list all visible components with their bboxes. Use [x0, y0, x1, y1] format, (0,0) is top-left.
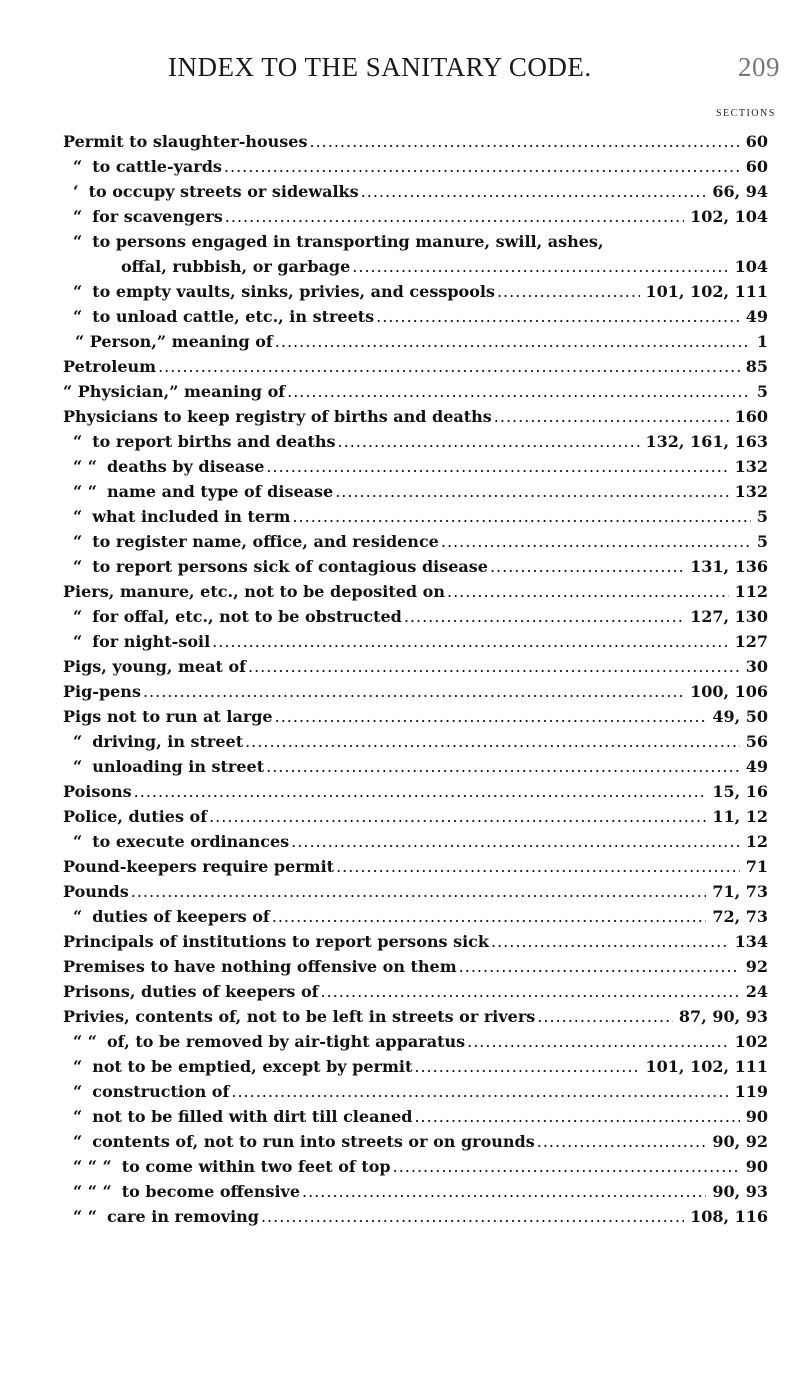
- entry-heading: [121, 254, 731, 279]
- ditto-mark: “ “: [73, 457, 97, 476]
- index-entry: [0, 1129, 801, 1154]
- dot-leader: [459, 954, 740, 979]
- section-references: 60: [745, 132, 768, 151]
- section-references: 15, 16: [712, 782, 768, 801]
- entry-text: to report persons sick of contagious disease: [92, 557, 488, 576]
- dot-leader: [321, 979, 740, 1004]
- entry-heading: [63, 679, 686, 704]
- section-references: 11, 12: [712, 807, 768, 826]
- ditto-mark: “ “ “: [73, 1182, 112, 1201]
- entry-text: to come within two feet of top: [121, 1157, 391, 1176]
- dot-leader: [158, 354, 740, 379]
- index-entry: [0, 954, 801, 979]
- entry-heading: [73, 504, 753, 529]
- index-entry: [0, 979, 801, 1004]
- entry-heading: [63, 704, 708, 729]
- section-references: 71: [745, 857, 768, 876]
- index-entry: [0, 154, 801, 179]
- dot-leader: [338, 429, 640, 454]
- entry-heading: [63, 929, 731, 954]
- index-entry: [0, 304, 801, 329]
- section-references: 49, 50: [712, 707, 768, 726]
- entry-heading: [73, 529, 753, 554]
- entry-text: driving, in street: [92, 732, 244, 751]
- index-entry: [0, 279, 801, 304]
- entry-text: Permit to slaughter-houses: [63, 132, 308, 151]
- section-references: 66, 94: [712, 182, 768, 201]
- ditto-mark: “: [73, 157, 83, 176]
- entry-heading: [73, 279, 642, 304]
- entry-heading: [73, 1154, 742, 1179]
- index-entry: [0, 1204, 801, 1229]
- entry-text: Petroleum: [63, 357, 157, 376]
- entry-text: offal, rubbish, or garbage: [121, 257, 351, 276]
- entry-text: Prisons, duties of keepers of: [63, 982, 319, 1001]
- section-references: 49: [745, 757, 768, 776]
- index-entry: [0, 1029, 801, 1054]
- ditto-mark: “: [73, 832, 83, 851]
- index-entry: [0, 829, 801, 854]
- entry-text: “ Person,” meaning of: [75, 332, 273, 351]
- index-entry: [0, 479, 801, 504]
- entry-text: Piers, manure, etc., not to be deposited on: [63, 582, 445, 601]
- index-entry: [0, 229, 801, 254]
- dot-leader: [287, 379, 751, 404]
- index-entry: [0, 204, 801, 229]
- section-references: 1: [756, 332, 768, 351]
- section-references: 112: [734, 582, 768, 601]
- section-references: 90: [745, 1107, 768, 1126]
- entry-heading: [63, 779, 708, 804]
- section-references: 90: [745, 1157, 768, 1176]
- section-references: 119: [734, 1082, 768, 1101]
- ditto-mark: “: [73, 507, 83, 526]
- page-number: 209: [738, 52, 780, 82]
- dot-leader: [261, 1204, 684, 1229]
- ditto-mark: “: [73, 607, 83, 626]
- dot-leader: [302, 1179, 706, 1204]
- entry-heading: [73, 429, 642, 454]
- entry-heading: [73, 604, 686, 629]
- section-references: 132, 161, 163: [645, 432, 768, 451]
- section-references: 85: [745, 357, 768, 376]
- entry-text: to execute ordinances: [92, 832, 290, 851]
- entry-heading: [63, 579, 731, 604]
- section-references: 5: [756, 507, 768, 526]
- dot-leader: [414, 1104, 739, 1129]
- section-references: 102, 104: [690, 207, 768, 226]
- ditto-mark: “: [73, 307, 83, 326]
- section-references: 30: [745, 657, 768, 676]
- section-references: 49: [745, 307, 768, 326]
- dot-leader: [537, 1004, 673, 1029]
- index-entry: [0, 904, 801, 929]
- entry-text: unloading in street: [92, 757, 265, 776]
- section-references: 90, 93: [712, 1182, 768, 1201]
- entry-heading: [73, 304, 742, 329]
- entry-text: Physicians to keep registry of births and deaths: [63, 407, 492, 426]
- index-entry: [0, 1104, 801, 1129]
- dot-leader: [266, 454, 728, 479]
- entry-text: Premises to have nothing offensive on them: [63, 957, 457, 976]
- ditto-mark: “ “ “: [73, 1157, 112, 1176]
- entry-heading: [73, 204, 686, 229]
- ditto-mark: “: [73, 1082, 83, 1101]
- index-entry: [0, 779, 801, 804]
- entry-text: to report births and deaths: [92, 432, 336, 451]
- entry-text: to persons engaged in transporting manure, swill, ashes,: [92, 232, 604, 251]
- dot-leader: [414, 1054, 639, 1079]
- ditto-mark: “: [73, 1107, 83, 1126]
- section-references: 71, 73: [712, 882, 768, 901]
- index-entry: [0, 1004, 801, 1029]
- index-entry: [0, 429, 801, 454]
- dot-leader: [134, 779, 707, 804]
- index-entry: [0, 929, 801, 954]
- ditto-mark: “: [73, 907, 83, 926]
- entry-text: Privies, contents of, not to be left in streets or rivers: [63, 1007, 536, 1026]
- entry-heading: [73, 754, 742, 779]
- ditto-mark: “ “: [73, 482, 97, 501]
- entry-heading: [73, 829, 742, 854]
- index-entry: [0, 879, 801, 904]
- section-references: 160: [734, 407, 768, 426]
- dot-leader: [266, 754, 740, 779]
- column-heading: SECTIONS: [716, 108, 776, 119]
- dot-leader: [491, 929, 729, 954]
- entry-heading: [73, 1204, 686, 1229]
- entry-heading: [73, 1104, 742, 1129]
- entry-text: to cattle-yards: [92, 157, 222, 176]
- index-entry: [0, 804, 801, 829]
- section-references: 5: [756, 382, 768, 401]
- index-entry: [0, 679, 801, 704]
- entry-text: contents of, not to run into streets or on grounds: [92, 1132, 535, 1151]
- index-entry: [0, 754, 801, 779]
- dot-leader: [336, 854, 740, 879]
- section-references: 101, 102, 111: [645, 1057, 768, 1076]
- entry-heading: [73, 729, 742, 754]
- index-entries: [0, 129, 801, 1229]
- entry-text: to occupy streets or sidewalks: [88, 182, 359, 201]
- entry-text: name and type of disease: [106, 482, 334, 501]
- entry-heading: [63, 654, 742, 679]
- index-entry: [0, 1054, 801, 1079]
- index-entry: [0, 379, 801, 404]
- dot-leader: [467, 1029, 728, 1054]
- dot-leader: [310, 129, 740, 154]
- entry-heading: [73, 229, 604, 254]
- ditto-mark: “: [73, 757, 83, 776]
- index-entry: [0, 454, 801, 479]
- entry-text: not to be emptied, except by permit: [92, 1057, 413, 1076]
- entry-heading: [73, 554, 686, 579]
- index-entry: [0, 629, 801, 654]
- entry-heading: [73, 179, 708, 204]
- entry-heading: [63, 404, 731, 429]
- ditto-mark: “: [73, 557, 83, 576]
- index-entry: [0, 654, 801, 679]
- entry-text: deaths by disease: [106, 457, 265, 476]
- section-references: 101, 102, 111: [645, 282, 768, 301]
- section-references: 127: [734, 632, 768, 651]
- entry-heading: [63, 979, 742, 1004]
- entry-text: Pig-pens: [63, 682, 141, 701]
- entry-text: for scavengers: [92, 207, 223, 226]
- entry-heading: [63, 954, 742, 979]
- entry-text: to become offensive: [121, 1182, 301, 1201]
- entry-text: of, to be removed by air-tight apparatus: [106, 1032, 466, 1051]
- entry-heading: [63, 1004, 675, 1029]
- entry-heading: [63, 379, 753, 404]
- entry-heading: [73, 1079, 731, 1104]
- section-references: 60: [745, 157, 768, 176]
- dot-leader: [275, 704, 707, 729]
- entry-text: Pigs not to run at large: [63, 707, 273, 726]
- section-references: 92: [745, 957, 768, 976]
- section-references: 24: [745, 982, 768, 1001]
- entry-text: Pigs, young, meat of: [63, 657, 246, 676]
- section-references: 131, 136: [690, 557, 768, 576]
- entry-heading: [63, 879, 708, 904]
- section-references: 108, 116: [690, 1207, 768, 1226]
- section-references: 56: [745, 732, 768, 751]
- index-entry: [0, 854, 801, 879]
- index-entry: [0, 579, 801, 604]
- entry-heading: [63, 129, 742, 154]
- ditto-mark: “: [73, 632, 83, 651]
- dot-leader: [275, 329, 751, 354]
- entry-heading: [63, 804, 708, 829]
- section-references: 102: [734, 1032, 768, 1051]
- entry-heading: [73, 904, 708, 929]
- section-references: 90, 92: [712, 1132, 768, 1151]
- dot-leader: [404, 604, 684, 629]
- section-references: 132: [734, 482, 768, 501]
- entry-text: Poisons: [63, 782, 132, 801]
- dot-leader: [291, 829, 740, 854]
- dot-leader: [292, 504, 750, 529]
- ditto-mark: “: [73, 1057, 83, 1076]
- dot-leader: [231, 1079, 728, 1104]
- entry-heading: [63, 354, 742, 379]
- section-references: 72, 73: [712, 907, 768, 926]
- index-entry: [0, 354, 801, 379]
- index-entry: [0, 529, 801, 554]
- dot-leader: [131, 879, 707, 904]
- dot-leader: [224, 154, 740, 179]
- index-entry: [0, 704, 801, 729]
- ditto-mark: “: [73, 732, 83, 751]
- dot-leader: [245, 729, 740, 754]
- section-references: 12: [745, 832, 768, 851]
- entry-text: “ Physician,” meaning of: [63, 382, 286, 401]
- entry-text: Pounds: [63, 882, 129, 901]
- entry-text: to empty vaults, sinks, privies, and cesspools: [92, 282, 495, 301]
- dot-leader: [490, 554, 684, 579]
- index-entry: [0, 729, 801, 754]
- section-references: 100, 106: [690, 682, 768, 701]
- index-entry: [0, 1179, 801, 1204]
- ditto-mark: ‘: [73, 182, 79, 201]
- dot-leader: [376, 304, 740, 329]
- entry-text: Principals of institutions to report persons sick: [63, 932, 489, 951]
- section-references: 5: [756, 532, 768, 551]
- dot-leader: [497, 279, 640, 304]
- dot-leader: [209, 804, 706, 829]
- dot-leader: [248, 654, 740, 679]
- dot-leader: [335, 479, 728, 504]
- section-references: 104: [734, 257, 768, 276]
- dot-leader: [447, 579, 729, 604]
- ditto-mark: “: [73, 207, 83, 226]
- section-references: 87, 90, 93: [678, 1007, 768, 1026]
- ditto-mark: “: [73, 282, 83, 301]
- ditto-mark: “: [73, 1132, 83, 1151]
- entry-text: construction of: [92, 1082, 230, 1101]
- entry-heading: [73, 454, 731, 479]
- entry-heading: [73, 154, 742, 179]
- ditto-mark: “ “: [73, 1207, 97, 1226]
- entry-text: for night-soil: [92, 632, 211, 651]
- entry-heading: [73, 1179, 708, 1204]
- entry-heading: [73, 1129, 708, 1154]
- ditto-mark: “: [73, 432, 83, 451]
- entry-heading: [73, 1054, 642, 1079]
- dot-leader: [361, 179, 707, 204]
- dot-leader: [212, 629, 728, 654]
- dot-leader: [393, 1154, 740, 1179]
- index-entry: [0, 254, 801, 279]
- ditto-mark: “: [73, 232, 83, 251]
- dot-leader: [143, 679, 684, 704]
- dot-leader: [225, 204, 684, 229]
- index-entry: [0, 1079, 801, 1104]
- entry-text: duties of keepers of: [92, 907, 270, 926]
- entry-heading: [75, 329, 753, 354]
- entry-heading: [73, 1029, 731, 1054]
- index-entry: [0, 179, 801, 204]
- dot-leader: [352, 254, 728, 279]
- entry-text: to unload cattle, etc., in streets: [92, 307, 375, 326]
- index-entry: [0, 129, 801, 154]
- index-entry: [0, 329, 801, 354]
- dot-leader: [537, 1129, 707, 1154]
- entry-heading: [73, 479, 731, 504]
- entry-text: Police, duties of: [63, 807, 208, 826]
- index-entry: [0, 1154, 801, 1179]
- index-entry: [0, 504, 801, 529]
- entry-text: care in removing: [106, 1207, 259, 1226]
- entry-text: to register name, office, and residence: [92, 532, 439, 551]
- dot-leader: [441, 529, 751, 554]
- running-head-title: INDEX TO THE SANITARY CODE.: [168, 52, 592, 82]
- ditto-mark: “: [73, 532, 83, 551]
- ditto-mark: “ “: [73, 1032, 97, 1051]
- dot-leader: [494, 404, 729, 429]
- entry-heading: [63, 854, 742, 879]
- entry-heading: [73, 629, 731, 654]
- section-references: 132: [734, 457, 768, 476]
- dot-leader: [272, 904, 707, 929]
- section-references: 127, 130: [690, 607, 768, 626]
- index-entry: [0, 404, 801, 429]
- index-entry: [0, 604, 801, 629]
- entry-text: Pound-keepers require permit: [63, 857, 335, 876]
- entry-text: for offal, etc., not to be obstructed: [92, 607, 402, 626]
- entry-text: not to be filled with dirt till cleaned: [92, 1107, 413, 1126]
- section-references: 134: [734, 932, 768, 951]
- index-entry: [0, 554, 801, 579]
- entry-text: what included in term: [92, 507, 291, 526]
